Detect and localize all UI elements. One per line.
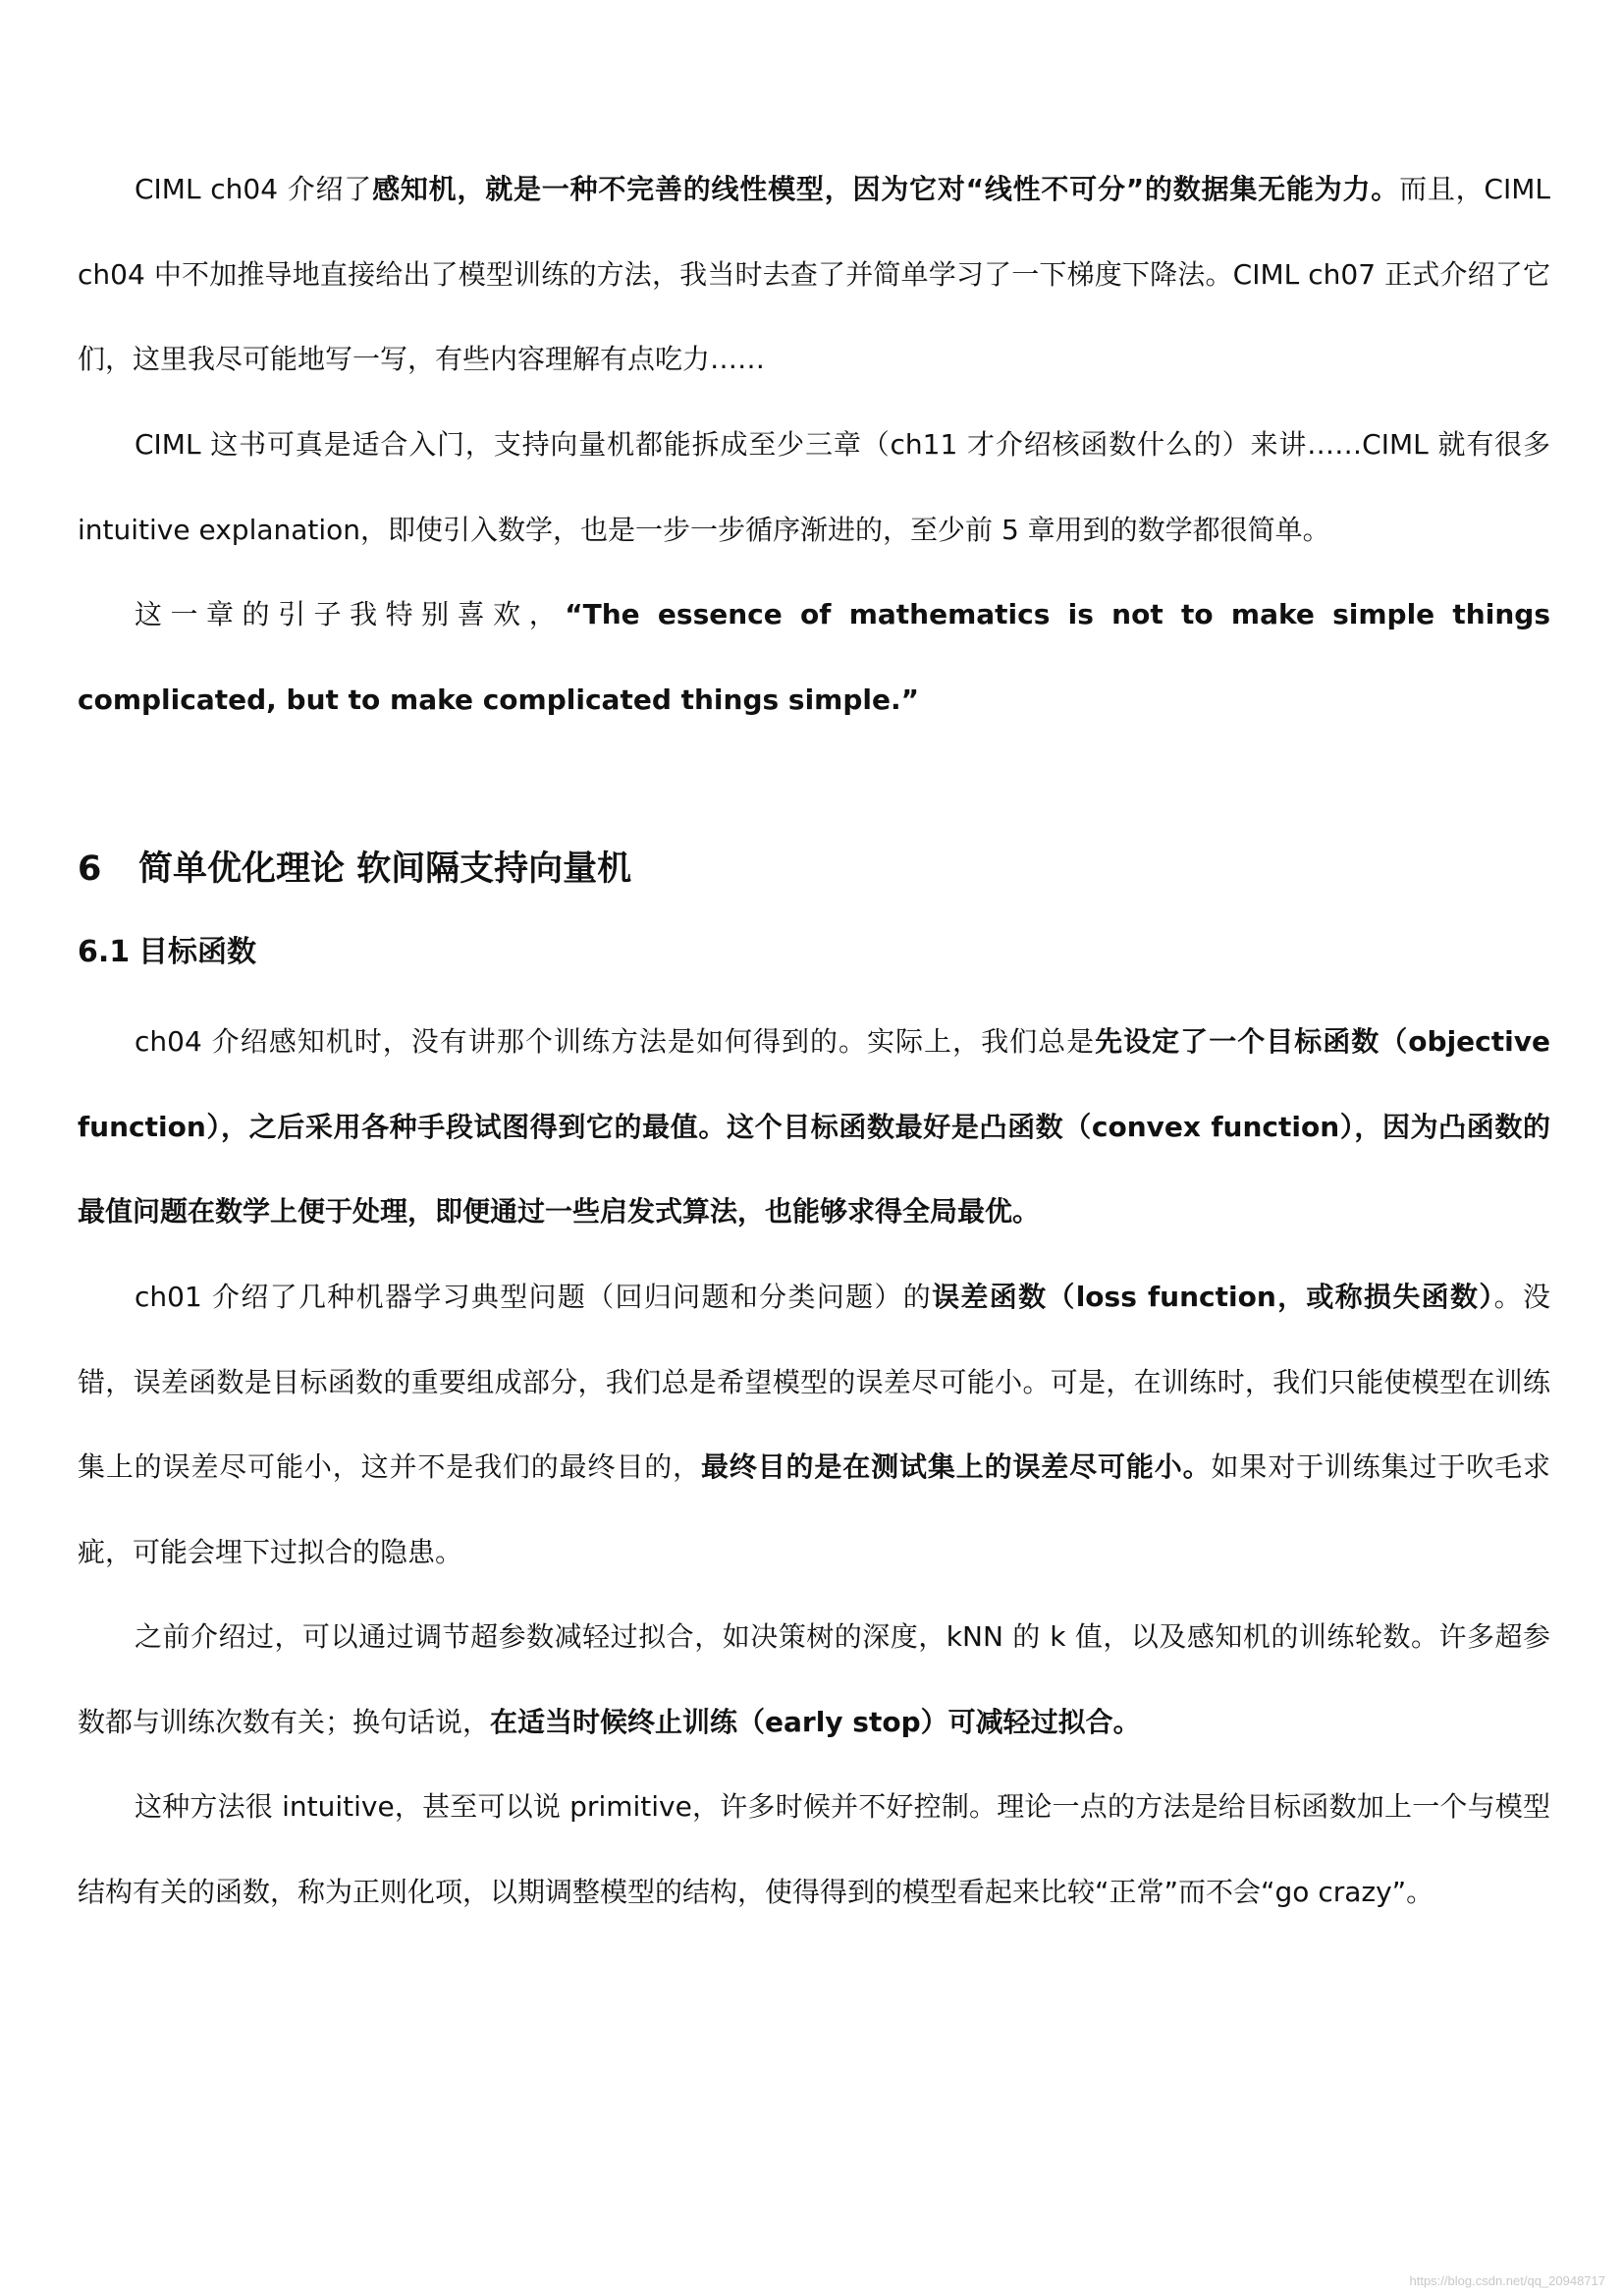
section-number: 6.1 bbox=[78, 935, 131, 969]
paragraph-quote bbox=[78, 573, 1550, 742]
chapter-title: 简单优化理论 软间隔支持向量机 bbox=[138, 849, 632, 889]
bold-quote: “The essence of mathematics is not to make simple things complicated, but to make complicated things simple.” bbox=[78, 598, 1550, 716]
paragraph-ciml-book bbox=[78, 403, 1550, 573]
bold-text-run: 最终目的是在测试集上的误差尽可能小。 bbox=[700, 1450, 1212, 1483]
paragraph-objective-function bbox=[78, 1000, 1550, 1255]
text-run: 。没错，误差函数是目标函数的重要组成部分，我们总是希望模型的误差尽可能小。可是，在训练时，我们只能使模型在训练集上的误差尽可能小，这并不是我们的最终目的， bbox=[78, 1281, 1550, 1483]
bold-text-run: 误差函数（loss function，或称损失函数） bbox=[932, 1281, 1494, 1313]
text-run: CIML ch04 介绍了 bbox=[135, 173, 373, 205]
text-run: 这种方法很 intuitive，甚至可以说 primitive，许多时候并不好控制。理论一点的方法是给目标函数加上一个与模型结构有关的函数，称为正则化项，以期调整模型的结构，使得得到的模型看起来比较“正常”而不会“go crazy”。 bbox=[78, 1790, 1550, 1908]
paragraph-regularization bbox=[78, 1765, 1550, 1935]
paragraph-early-stop bbox=[78, 1595, 1550, 1765]
section-title: 目标函数 bbox=[138, 935, 256, 969]
section-heading bbox=[78, 931, 256, 974]
text-run: ch01 介绍了几种机器学习典型问题（回归问题和分类问题）的 bbox=[135, 1281, 933, 1313]
bold-text-run: 在适当时候终止训练（early stop）可减轻过拟合。 bbox=[490, 1705, 1141, 1738]
watermark: https://blog.csdn.net/qq_20948717 bbox=[1409, 2273, 1605, 2288]
paragraph-loss-function bbox=[78, 1255, 1550, 1595]
text-run: CIML 这书可真是适合入门，支持向量机都能拆成至少三章（ch11 才介绍核函数什么的）来讲……CIML 就有很多 intuitive explanation，即使引入数学，也是一步一步循序渐进的，至少前 5 章用到的数学都很简单。 bbox=[78, 428, 1550, 546]
chapter-number: 6 bbox=[78, 849, 102, 889]
text-run: 如果对于训练集过于吹毛求疵，可能会埋下过拟合的隐患。 bbox=[78, 1450, 1550, 1568]
text-run: 而且，CIML ch04 中不加推导地直接给出了模型训练的方法，我当时去查了并简单学习了一下梯度下降法。CIML ch07 正式介绍了它们，这里我尽可能地写一写，有些内容理解有点吃力…… bbox=[78, 173, 1550, 375]
text-run: 这一章的引子我特别喜欢， bbox=[135, 598, 566, 630]
chapter-heading bbox=[78, 845, 631, 894]
text-run: 之前介绍过，可以通过调节超参数减轻过拟合，如决策树的深度，kNN 的 k 值，以及感知机的训练轮数。许多超参数都与训练次数有关；换句话说， bbox=[78, 1620, 1550, 1738]
bold-text-run: 感知机，就是一种不完善的线性模型，因为它对“线性不可分”的数据集无能为力。 bbox=[372, 173, 1400, 205]
text-run: ch04 介绍感知机时，没有讲那个训练方法是如何得到的。实际上，我们总是 bbox=[135, 1025, 1096, 1058]
paragraph-intro bbox=[78, 147, 1550, 403]
bold-text-run: 先设定了一个目标函数（objective function），之后采用各种手段试图得到它的最值。这个目标函数最好是凸函数（convex function），因为凸函数的最值问题在数学上便于处理，即便通过一些启发式算法，也能够求得全局最优。 bbox=[78, 1025, 1550, 1228]
